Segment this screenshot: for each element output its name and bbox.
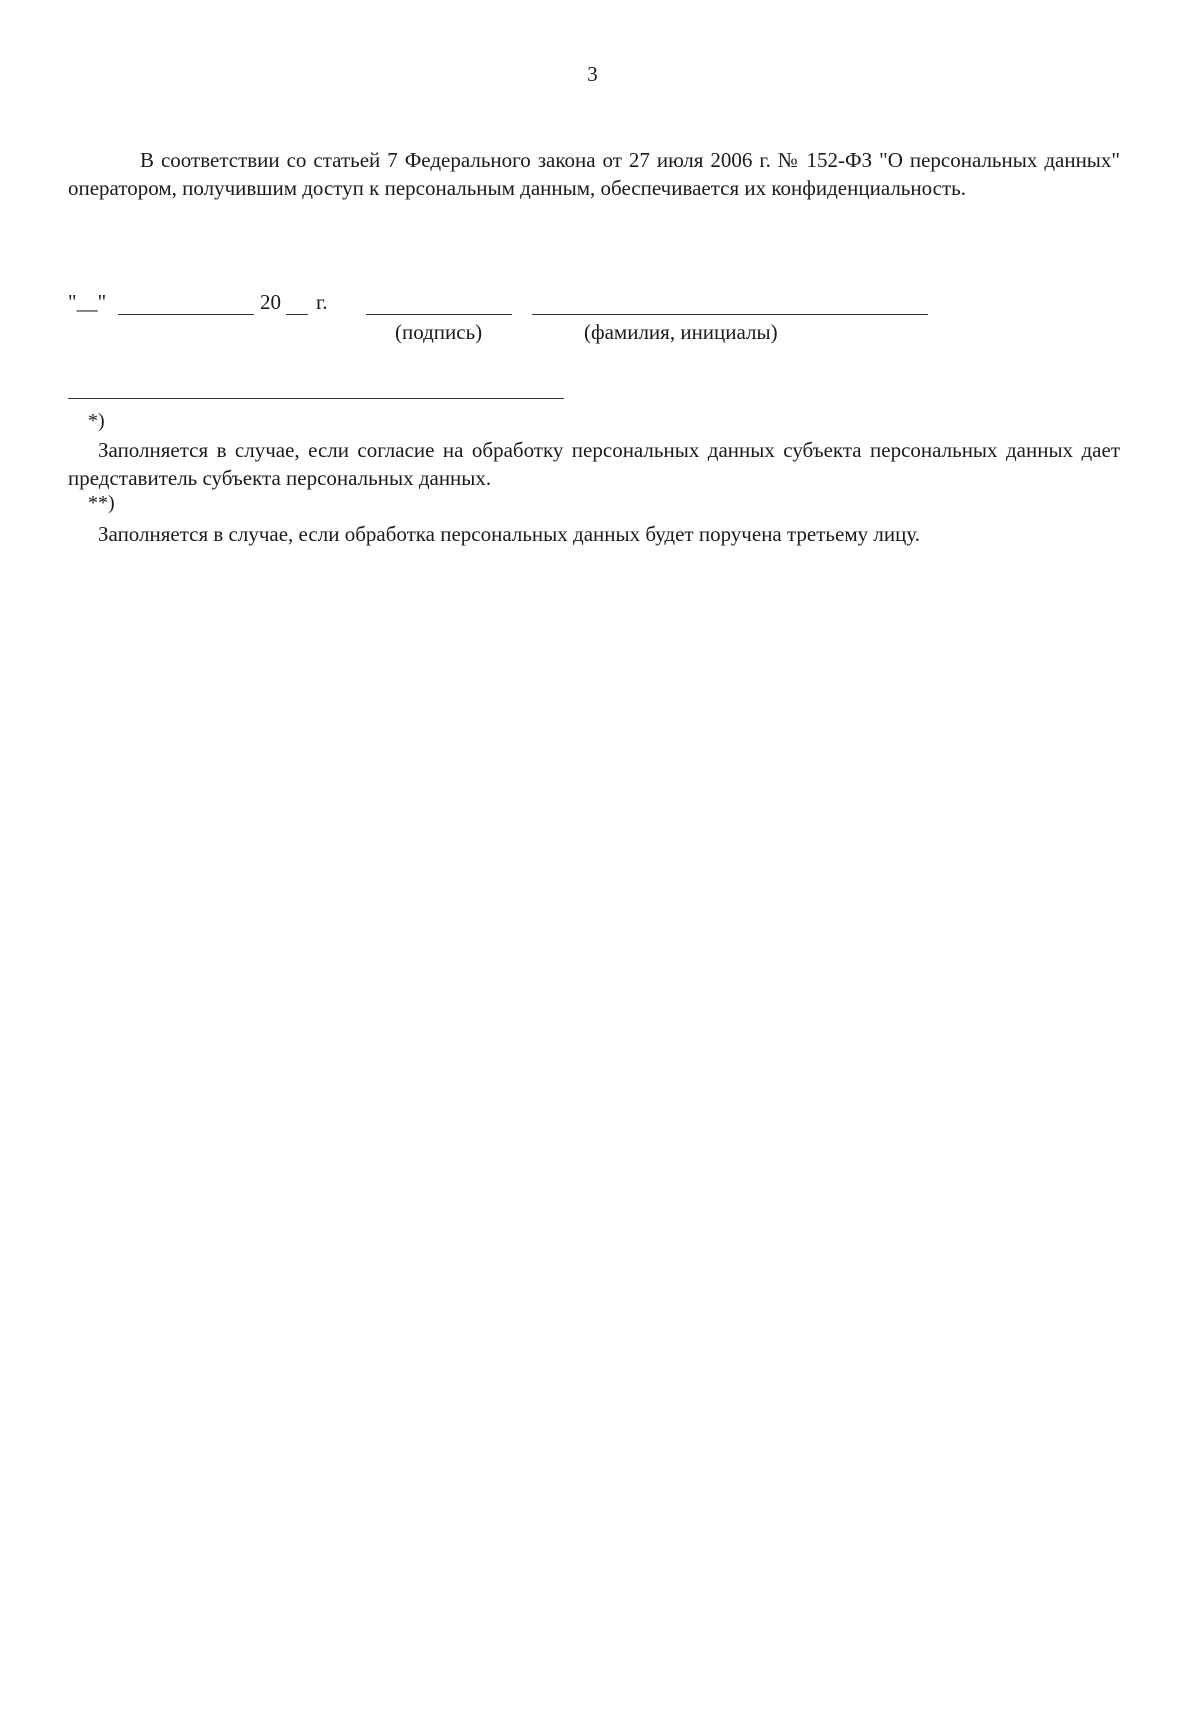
body-paragraph: В соответствии со статьей 7 Федерального закона от 27 июля 2006 г. № 152-ФЗ "О персональных данных" оператором, получившим доступ к персональным данным, обеспечивается их конфиденциальность.: [68, 148, 1120, 200]
footnote-2-marker: **): [88, 492, 115, 514]
year-suffix: г.: [316, 290, 328, 314]
signature-blank: [366, 314, 512, 315]
footnote-1-text: Заполняется в случае, если согласие на обработку персональных данных субъекта персональных данных дает представитель субъекта персональных данных.: [68, 438, 1120, 490]
year-prefix: 20: [260, 290, 281, 314]
name-caption: (фамилия, инициалы): [584, 320, 778, 344]
day-field: "__": [68, 290, 107, 314]
footnote-2-text: Заполняется в случае, если обработка персональных данных будет поручена третьему лицу.: [98, 522, 920, 546]
signature-caption: (подпись): [395, 320, 483, 344]
month-blank: [118, 314, 254, 315]
footnote-1-marker: *): [88, 410, 105, 432]
footnote-separator: [68, 398, 564, 399]
year-blank: [286, 314, 308, 315]
name-blank: [532, 314, 928, 315]
page-number: 3: [587, 62, 598, 86]
